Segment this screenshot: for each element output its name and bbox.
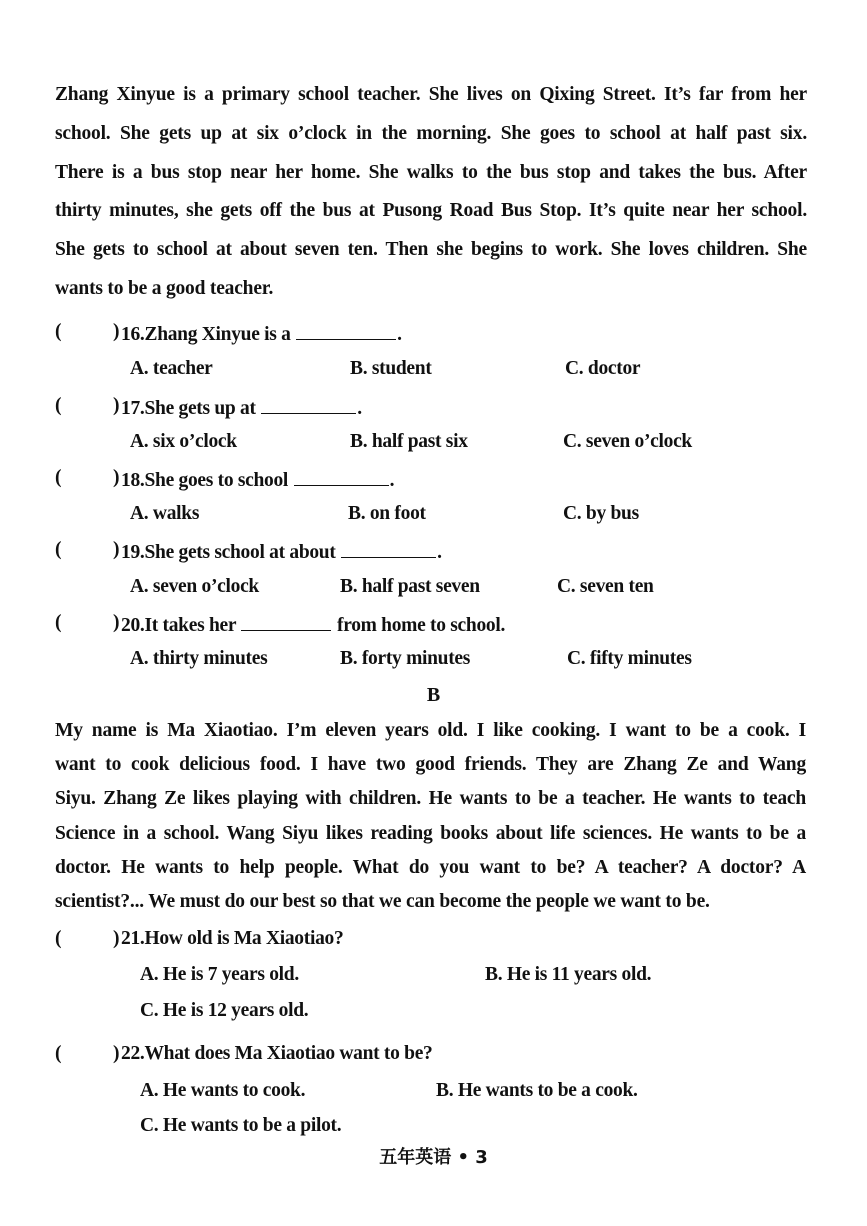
stem-text: She gets school at about xyxy=(144,542,336,563)
question-stem xyxy=(121,612,505,637)
option-c: C. He wants to be a pilot. xyxy=(140,1115,342,1136)
stem-tail: . xyxy=(357,398,362,419)
passage-a xyxy=(55,76,807,309)
passage-b-line: doctor. He wants to help people. What do you want to be? A teacher? A doctor? A xyxy=(55,856,806,878)
stem-text: How old is Ma Xiaotiao? xyxy=(144,928,344,949)
option-a: A. six o’clock xyxy=(130,431,237,452)
answer-blank xyxy=(294,467,389,486)
answer-blank xyxy=(261,395,356,414)
answer-bracket-close: ) xyxy=(113,1043,120,1064)
answer-bracket-open: ( xyxy=(55,467,62,488)
passage-a-line: Zhang Xinyue is a primary school teacher. She lives on Qixing Street. It’s far from her xyxy=(55,84,807,105)
stem-text: It takes her xyxy=(144,615,236,636)
passage-b-line: Siyu. Zhang Ze likes playing with children. He wants to be a teacher. He wants to teach xyxy=(55,788,806,810)
option-c: C. fifty minutes xyxy=(567,648,692,669)
question-stem xyxy=(121,321,402,346)
answer-bracket-close: ) xyxy=(113,539,120,560)
answer-bracket-close: ) xyxy=(113,395,120,416)
option-b: B. He is 11 years old. xyxy=(485,964,652,985)
question-21 xyxy=(55,928,815,956)
answer-bracket-close: ) xyxy=(113,321,120,342)
stem-text: She goes to school xyxy=(144,470,289,491)
option-c: C. seven o’clock xyxy=(563,431,692,452)
option-c: C. seven ten xyxy=(557,576,654,597)
passage-b xyxy=(55,714,806,919)
question-stem xyxy=(121,928,343,950)
answer-bracket-open: ( xyxy=(55,321,62,342)
passage-b-line: want to cook delicious food. I have two good friends. They are Zhang Ze and Wang xyxy=(55,754,806,776)
question-20 xyxy=(55,612,815,640)
option-a: A. teacher xyxy=(130,358,213,379)
question-19 xyxy=(55,539,815,567)
stem-text: She gets up at xyxy=(144,398,256,419)
option-b: B. half past six xyxy=(350,431,468,452)
option-b: B. forty minutes xyxy=(340,648,471,669)
answer-bracket-open: ( xyxy=(55,539,62,560)
stem-text: Zhang Xinyue is a xyxy=(144,324,291,345)
answer-blank xyxy=(296,321,396,340)
option-c: C. by bus xyxy=(563,503,639,524)
page-footer: 五年英语 • 3 xyxy=(379,1147,488,1168)
option-a: A. thirty minutes xyxy=(130,648,268,669)
passage-b-line: My name is Ma Xiaotiao. I’m eleven years old. I like cooking. I want to be a cook. I xyxy=(55,720,806,741)
passage-a-line: She gets to school at about seven ten. Then she begins to work. She loves children. She xyxy=(55,239,807,261)
question-number: 19. xyxy=(121,542,145,563)
answer-bracket-open: ( xyxy=(55,395,62,416)
passage-b-line: scientist?... We must do our best so that we can become the people we want to be. xyxy=(55,891,710,913)
passage-a-line: There is a bus stop near her home. She walks to the bus stop and takes the bus. After xyxy=(55,161,807,183)
question-number: 20. xyxy=(121,615,145,636)
passage-a-line: school. She gets up at six o’clock in the morning. She goes to school at half past six. xyxy=(55,122,807,144)
question-stem xyxy=(121,539,442,564)
option-b: B. He wants to be a cook. xyxy=(436,1080,638,1101)
option-c: C. He is 12 years old. xyxy=(140,1000,309,1021)
question-22 xyxy=(55,1043,815,1071)
stem-tail: . xyxy=(437,542,442,563)
passage-b-line: Science in a school. Wang Siyu likes reading books about life sciences. He wants to be a xyxy=(55,822,806,844)
question-17 xyxy=(55,395,815,423)
question-stem xyxy=(121,467,394,492)
answer-blank xyxy=(241,612,331,631)
stem-tail: . xyxy=(389,470,395,491)
question-number: 22. xyxy=(121,1043,145,1064)
answer-bracket-close: ) xyxy=(113,467,120,488)
question-number: 21. xyxy=(121,928,145,949)
option-a: A. walks xyxy=(130,503,200,524)
answer-bracket-open: ( xyxy=(55,928,62,949)
stem-tail: from home to school. xyxy=(337,615,506,636)
option-c: C. doctor xyxy=(565,358,641,379)
option-a: A. He is 7 years old. xyxy=(140,964,299,985)
passage-a-line: thirty minutes, she gets off the bus at Pusong Road Bus Stop. It’s quite near her school. xyxy=(55,200,807,222)
passage-a-line: wants to be a good teacher. xyxy=(55,277,274,299)
question-number: 17. xyxy=(121,398,145,419)
stem-tail: . xyxy=(397,324,402,345)
question-18 xyxy=(55,467,815,495)
option-a: A. seven o’clock xyxy=(130,576,259,597)
section-b-heading: B xyxy=(426,684,441,706)
answer-bracket-close: ) xyxy=(113,928,120,949)
question-number: 18. xyxy=(121,470,145,491)
question-stem xyxy=(121,1043,433,1065)
question-number: 16. xyxy=(121,324,145,345)
answer-bracket-open: ( xyxy=(55,1043,62,1064)
option-b: B. half past seven xyxy=(340,576,480,597)
answer-blank xyxy=(341,539,436,558)
option-b: B. on foot xyxy=(348,503,426,524)
option-a: A. He wants to cook. xyxy=(140,1080,306,1101)
question-16 xyxy=(55,321,815,349)
option-b: B. student xyxy=(350,358,432,379)
stem-text: What does Ma Xiaotiao want to be? xyxy=(144,1043,433,1064)
question-stem xyxy=(121,395,362,420)
answer-bracket-close: ) xyxy=(113,612,120,633)
answer-bracket-open: ( xyxy=(55,612,62,633)
